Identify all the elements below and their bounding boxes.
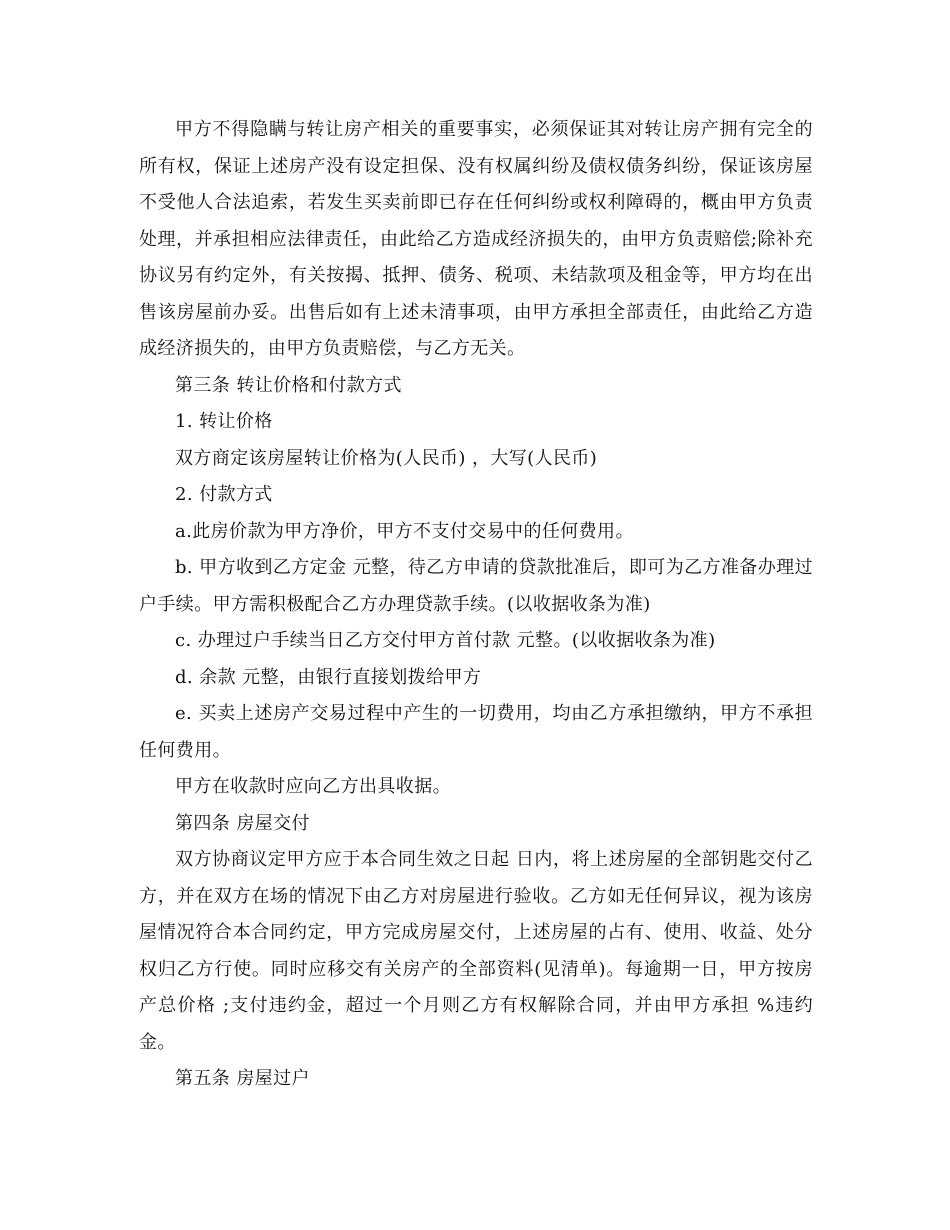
paragraph-receipt: 甲方在收款时应向乙方出具收据。 <box>175 776 451 797</box>
article-4-heading: 第四条 房屋交付 <box>175 812 310 834</box>
payment-method-subheading: 2. 付款方式 <box>175 484 273 505</box>
paragraph-payment-d: d. 余款 元整，由银行直接划拨给甲方 <box>175 666 482 688</box>
article-5-heading: 第五条 房屋过户 <box>175 1068 310 1089</box>
transfer-price-subheading: 1. 转让价格 <box>175 411 273 432</box>
paragraph-seller-warranty: 甲方不得隐瞒与转让房产相关的重要事实，必须保证其对转让房产拥有完全的所有权，保证上述房产没有设定担保、没有权属纠纷及债权债务纠纷，保证该房屋不受他人合法追索，若发生买卖前即已存在任何纠纷或权利障碍的，概由甲方负责处理，并承担相应法律责任，由此给乙方造成经济损失的，由甲方负责赔偿;除补充协议另有约定外，有关按揭、抵押、债务、税项、未结款项及租金等，甲方均在出售该房屋前办妥。出售后如有上述未清事项，由甲方承担全部责任，由此给乙方造成经济损失的，由甲方负责赔偿，与乙方无关。 <box>139 119 813 359</box>
paragraph-payment-b: b. 甲方收到乙方定金 元整，待乙方申请的贷款批准后，即可为乙方准备办理过户手续。甲方需积极配合乙方办理贷款手续。(以收据收条为准) <box>139 557 813 615</box>
paragraph-transfer-price: 双方商定该房屋转让价格为(人民币) ，大写(人民币) <box>175 447 598 469</box>
paragraph-payment-c: c. 办理过户手续当日乙方交付甲方首付款 元整。(以收据收条为准) <box>175 630 716 651</box>
article-3-heading: 第三条 转让价格和付款方式 <box>175 374 402 396</box>
document-body <box>139 112 813 1098</box>
paragraph-payment-a: a.此房价款为甲方净价，甲方不支付交易中的任何费用。 <box>175 520 634 542</box>
paragraph-payment-e: e. 买卖上述房产交易过程中产生的一切费用，均由乙方承担缴纳，甲方不承担任何费用。 <box>139 703 813 761</box>
paragraph-house-delivery: 双方协商议定甲方应于本合同生效之日起 日内，将上述房屋的全部钥匙交付乙方，并在双方在场的情况下由乙方对房屋进行验收。乙方如无任何异议，视为该房屋情况符合本合同约定，甲方完成房屋交付，上述房屋的占有、使用、收益、处分权归乙方行使。同时应移交有关房产的全部资料(见清单)。每逾期一日，甲方按房产总价格 ;支付违约金，超过一个月则乙方有权解除合同，并由甲方承担 %违约金。 <box>139 849 813 1053</box>
